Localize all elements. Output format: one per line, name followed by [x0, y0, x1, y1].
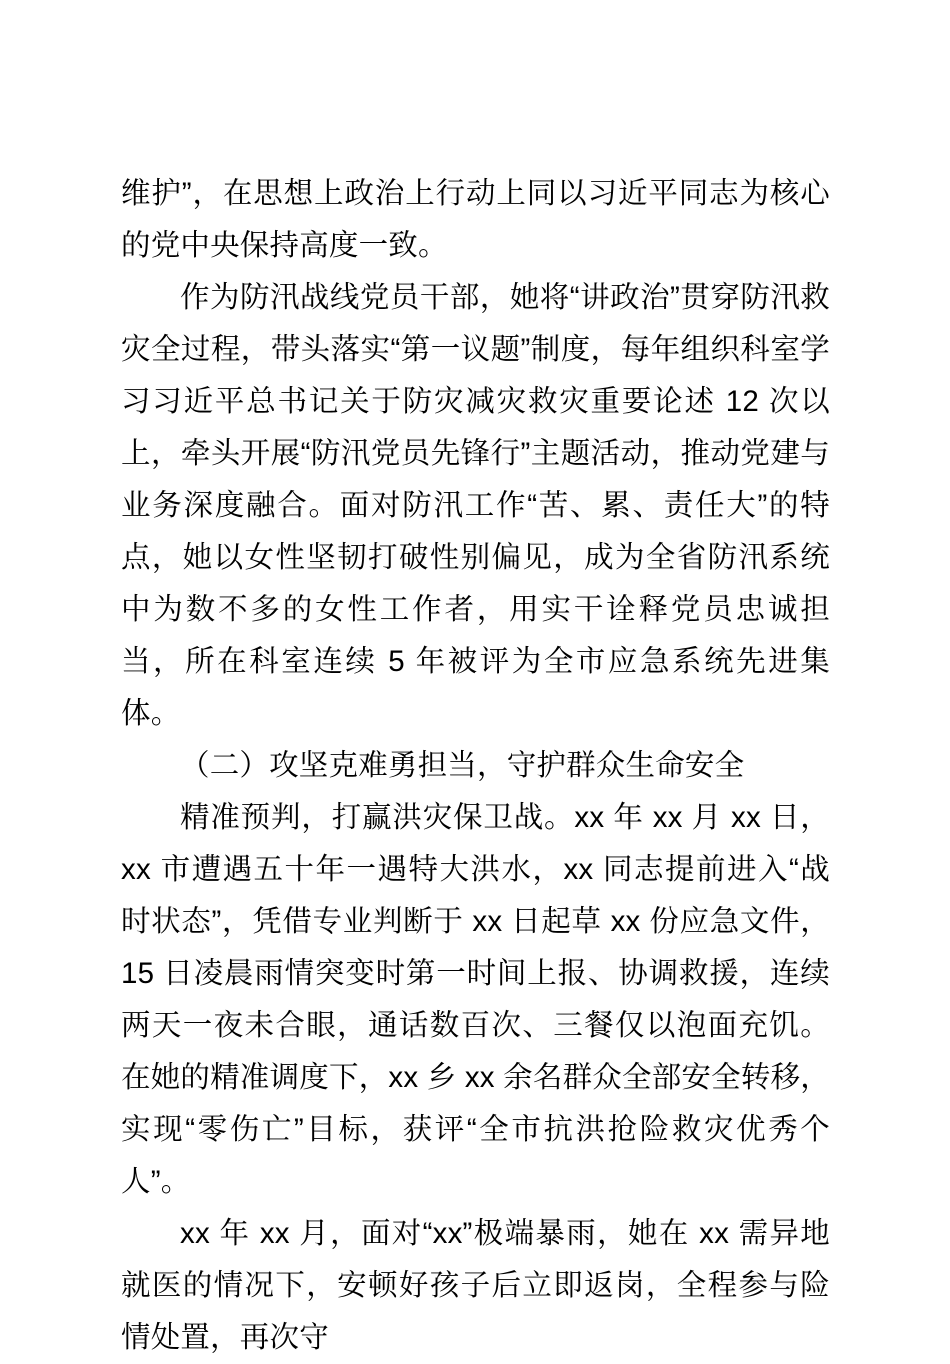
heading-section-two: （二）攻坚克难勇担当，守护群众生命安全 — [180, 749, 745, 782]
paragraph-continuation: 维护”，在思想上政治上行动上同以习近平同志为核心的党中央保持高度一致。 — [121, 177, 830, 262]
paragraph-extreme-rain: xx 年 xx 月，面对“xx”极端暴雨，她在 xx 需异地就医的情况下，安顿好孩子后立即返岗，全程参与险情处置，再次守 — [121, 1217, 830, 1354]
document-body — [121, 168, 830, 1364]
paragraph-flood-battle: 精准预判，打赢洪灾保卫战。xx 年 xx 月 xx 日，xx 市遭遇五十年一遇特大洪水，xx 同志提前进入“战时状态”，凭借专业判断于 xx 日起草 xx 份应急文件，15 日凌晨雨情突变时第一时间上报、协调救援，连续两天一夜未合眼，通话数百次、三餐仅以泡面充饥。在她的精准调度下，xx 乡 xx 余名群众全部安全转移，实现“零伤亡”目标，获评“全市抗洪抢险救灾优秀个人”。 — [121, 801, 830, 1198]
paragraph-flood-cadre: 作为防汛战线党员干部，她将“讲政治”贯穿防汛救灾全过程，带头落实“第一议题”制度，每年组织科室学习习近平总书记关于防灾减灾救灾重要论述 12 次以上，牵头开展“防汛党员先锋行”主题活动，推动党建与业务深度融合。面对防汛工作“苦、累、责任大”的特点，她以女性坚韧打破性别偏见，成为全省防汛系统中为数不多的女性工作者，用实干诠释党员忠诚担当，所在科室连续 5 年被评为全市应急系统先进集体。 — [121, 281, 830, 730]
